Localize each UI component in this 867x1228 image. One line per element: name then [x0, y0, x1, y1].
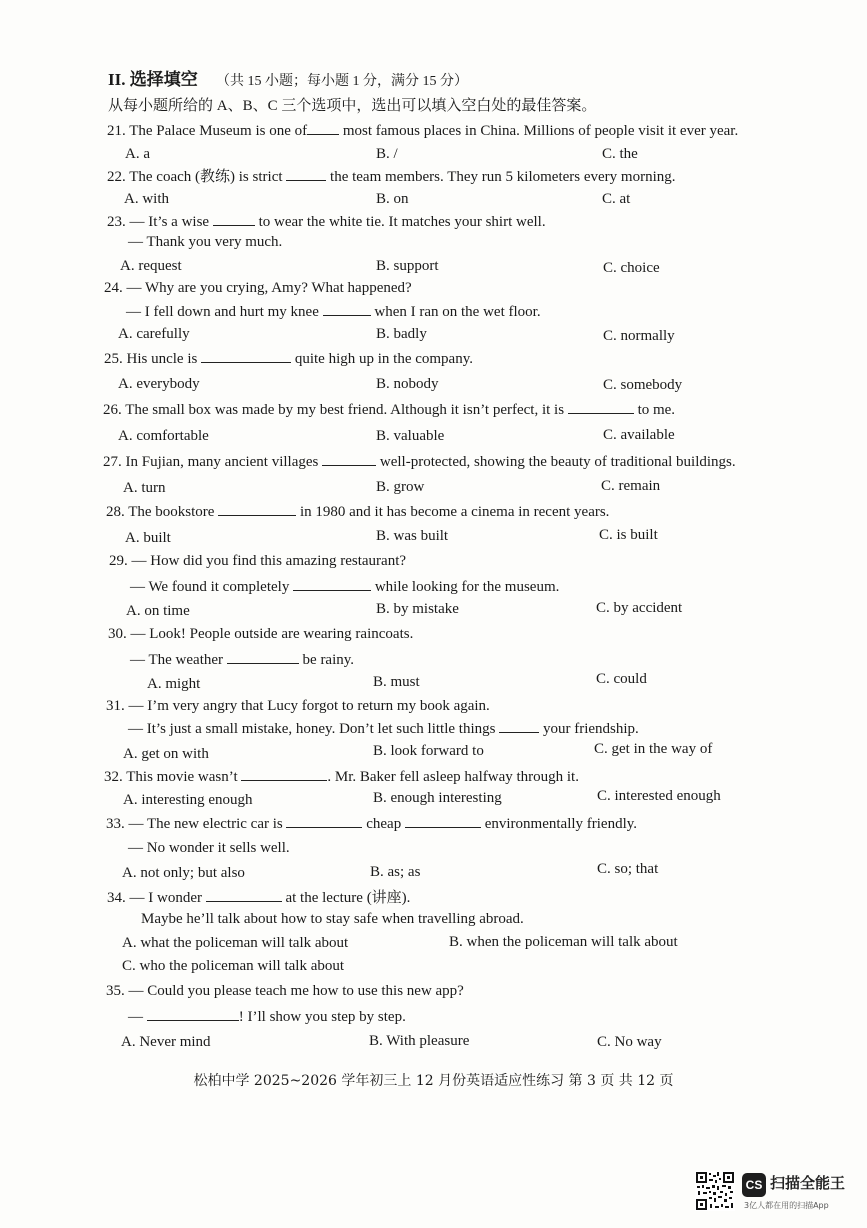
option-b[interactable]: B. was built: [376, 528, 449, 544]
option-b[interactable]: B. nobody: [376, 376, 439, 392]
question-text: — The weather: [130, 652, 224, 668]
option-b[interactable]: B. valuable: [376, 428, 445, 444]
question-32: [104, 766, 579, 787]
answer-blank[interactable]: [307, 120, 339, 135]
question-text: — I fell down and hurt my knee: [126, 304, 319, 320]
section-number: II.: [108, 70, 126, 89]
section-note: （共 15 小题；每小题 1 分，满分 15 分）: [215, 74, 468, 89]
question-33-reply: — No wonder it sells well.: [128, 840, 290, 856]
question-text: ! I’ll show you step by step.: [238, 1009, 406, 1025]
option-a[interactable]: A. carefully: [118, 326, 190, 342]
question-text: while looking for the museum.: [374, 579, 560, 595]
option-a[interactable]: A. not only; but also: [122, 865, 245, 881]
question-text: His uncle is: [126, 351, 198, 367]
question-number: 22.: [107, 169, 126, 185]
option-a[interactable]: A. built: [125, 530, 171, 546]
answer-blank[interactable]: [499, 718, 539, 733]
question-21: [107, 120, 738, 141]
option-c[interactable]: C. the: [602, 146, 638, 162]
option-a[interactable]: A. Never mind: [121, 1034, 211, 1050]
question-number: 27.: [103, 454, 122, 470]
question-number: 32.: [104, 769, 123, 785]
question-text: your friendship.: [542, 721, 639, 737]
question-number: 35.: [106, 983, 125, 999]
qr-code-icon: [695, 1171, 735, 1211]
answer-blank[interactable]: [241, 766, 327, 781]
question-number: 31.: [106, 698, 125, 714]
question-24-reply: [126, 301, 541, 322]
question-text: This movie wasn’t: [126, 769, 238, 785]
question-text: quite high up in the company.: [294, 351, 473, 367]
option-a[interactable]: A. a: [125, 146, 150, 162]
option-b[interactable]: B. by mistake: [376, 601, 459, 617]
question-text: —: [128, 1009, 143, 1025]
question-34-context: Maybe he’ll talk about how to stay safe when travelling abroad.: [141, 911, 524, 927]
option-a[interactable]: A. turn: [123, 480, 166, 496]
option-c[interactable]: C. get in the way of: [594, 741, 713, 757]
option-a[interactable]: A. get on with: [123, 746, 209, 762]
option-b[interactable]: B. grow: [376, 479, 425, 495]
option-b[interactable]: B. when the policeman will talk about: [449, 934, 678, 950]
question-text: to wear the white tie. It matches your shirt well.: [258, 214, 546, 230]
question-text: — We found it completely: [130, 579, 290, 595]
scanner-tagline: 3亿人都在用的扫描App: [744, 1201, 829, 1210]
option-a[interactable]: A. interesting enough: [123, 792, 253, 808]
question-text: In Fujian, many ancient villages: [125, 454, 319, 470]
option-a[interactable]: A. everybody: [118, 376, 200, 392]
option-b[interactable]: B. /: [376, 146, 398, 162]
answer-blank[interactable]: [568, 399, 634, 414]
answer-blank[interactable]: [293, 576, 371, 591]
question-text: to me.: [637, 402, 676, 418]
option-a[interactable]: A. with: [124, 191, 169, 207]
option-c[interactable]: C. interested enough: [597, 788, 721, 804]
option-c[interactable]: C. somebody: [603, 377, 683, 393]
option-c[interactable]: C. choice: [603, 260, 660, 276]
question-number: 30.: [108, 626, 127, 642]
question-text: The small box was made by my best friend. Although it isn’t perfect, it is: [125, 402, 565, 418]
question-29: [109, 551, 406, 571]
question-24: [104, 278, 412, 298]
question-text: environmentally friendly.: [484, 816, 638, 832]
answer-blank[interactable]: [322, 451, 376, 466]
question-text: — Look! People outside are wearing raincoats.: [130, 626, 414, 642]
option-c[interactable]: C. could: [596, 671, 647, 687]
option-c[interactable]: C. available: [603, 427, 675, 443]
question-text: — How did you find this amazing restaurant?: [131, 553, 407, 569]
question-23-reply: — Thank you very much.: [128, 234, 283, 250]
question-text: at the lecture (讲座).: [285, 890, 411, 906]
question-text: when I ran on the wet floor.: [374, 304, 541, 320]
answer-blank[interactable]: [206, 887, 282, 902]
question-number: 26.: [103, 402, 122, 418]
question-27: [103, 451, 736, 472]
question-26: [103, 399, 675, 420]
answer-blank[interactable]: [218, 501, 296, 516]
answer-blank[interactable]: [286, 166, 326, 181]
answer-blank[interactable]: [213, 211, 255, 226]
question-31-reply: [128, 718, 639, 739]
question-text: be rainy.: [302, 652, 355, 668]
option-c[interactable]: C. at: [602, 191, 631, 207]
question-number: 21.: [107, 123, 126, 139]
option-b[interactable]: B. With pleasure: [369, 1033, 470, 1049]
question-29-reply: [130, 576, 559, 597]
question-25: [104, 348, 473, 369]
question-text: — It’s a wise: [129, 214, 210, 230]
question-34: [107, 887, 410, 908]
answer-blank[interactable]: [201, 348, 291, 363]
section-title: 选择填空: [129, 70, 198, 89]
question-text: — It’s just a small mistake, honey. Don’t let such little things: [128, 721, 496, 737]
answer-blank[interactable]: [147, 1006, 239, 1021]
question-number: 28.: [106, 504, 125, 520]
question-number: 34.: [107, 890, 126, 906]
answer-blank[interactable]: [405, 813, 481, 828]
option-b[interactable]: B. as; as: [370, 864, 421, 880]
question-31: [106, 696, 490, 716]
question-number: 24.: [104, 280, 123, 296]
question-35-reply: [128, 1006, 406, 1027]
option-c[interactable]: C. is built: [599, 527, 658, 543]
question-text: cheap: [366, 816, 402, 832]
question-text: — Could you please teach me how to use this new app?: [128, 983, 464, 999]
option-c[interactable]: C. by accident: [596, 600, 683, 616]
option-a[interactable]: A. might: [147, 676, 201, 692]
option-a[interactable]: A. request: [120, 258, 182, 274]
answer-blank[interactable]: [286, 813, 362, 828]
question-text: — Why are you crying, Amy? What happened?: [126, 280, 412, 296]
option-b[interactable]: B. look forward to: [373, 743, 484, 759]
question-number: 23.: [107, 214, 126, 230]
question-text: The Palace Museum is one of: [129, 123, 308, 139]
question-30: [108, 624, 413, 644]
question-30-reply: [130, 649, 354, 670]
question-28: [106, 501, 609, 522]
answer-blank[interactable]: [323, 301, 371, 316]
question-text: well-protected, showing the beauty of traditional buildings.: [379, 454, 736, 470]
option-c[interactable]: C. normally: [603, 328, 675, 344]
question-text: The bookstore: [128, 504, 215, 520]
option-c[interactable]: C. so; that: [597, 861, 659, 877]
option-b[interactable]: B. must: [373, 674, 420, 690]
answer-blank[interactable]: [227, 649, 299, 664]
question-number: 33.: [106, 816, 125, 832]
page-footer: 松柏中学 2025~2026 学年初三上 12 月份英语适应性练习 第 3 页 共 12 页: [193, 1073, 674, 1089]
question-23: [107, 211, 546, 232]
question-text: the team members. They run 5 kilometers every morning.: [330, 169, 676, 185]
question-text: — The new electric car is: [128, 816, 283, 832]
option-b[interactable]: B. badly: [376, 326, 427, 342]
question-text: The coach (教练) is strict: [129, 169, 283, 185]
option-c[interactable]: C. remain: [601, 478, 661, 494]
question-text: . Mr. Baker fell asleep halfway through it.: [327, 769, 579, 785]
option-a[interactable]: A. on time: [126, 603, 190, 619]
question-number: 29.: [109, 553, 128, 569]
question-text: — I wonder: [129, 890, 202, 906]
option-b[interactable]: B. enough interesting: [373, 790, 502, 806]
question-35: [106, 981, 464, 1001]
section-header: [108, 70, 468, 92]
camscanner-logo-icon: CS: [742, 1173, 766, 1197]
section-instruction: 从每小题所给的 A、B、C 三个选项中，选出可以填入空白处的最佳答案。: [108, 98, 597, 114]
option-b[interactable]: B. on: [376, 191, 409, 207]
option-c[interactable]: C. who the policeman will talk about: [122, 958, 345, 974]
question-text: — I’m very angry that Lucy forgot to return my book again.: [128, 698, 490, 714]
question-33: [106, 813, 637, 834]
option-c[interactable]: C. No way: [597, 1034, 662, 1050]
question-number: 25.: [104, 351, 123, 367]
question-text: most famous places in China. Millions of people visit it ever year.: [342, 123, 739, 139]
question-text: in 1980 and it has become a cinema in recent years.: [299, 504, 610, 520]
scanner-app-name: 扫描全能王: [770, 1174, 846, 1192]
question-22: [107, 166, 676, 187]
option-a[interactable]: A. comfortable: [118, 428, 209, 444]
option-a[interactable]: A. what the policeman will talk about: [122, 935, 349, 951]
option-b[interactable]: B. support: [376, 258, 439, 274]
